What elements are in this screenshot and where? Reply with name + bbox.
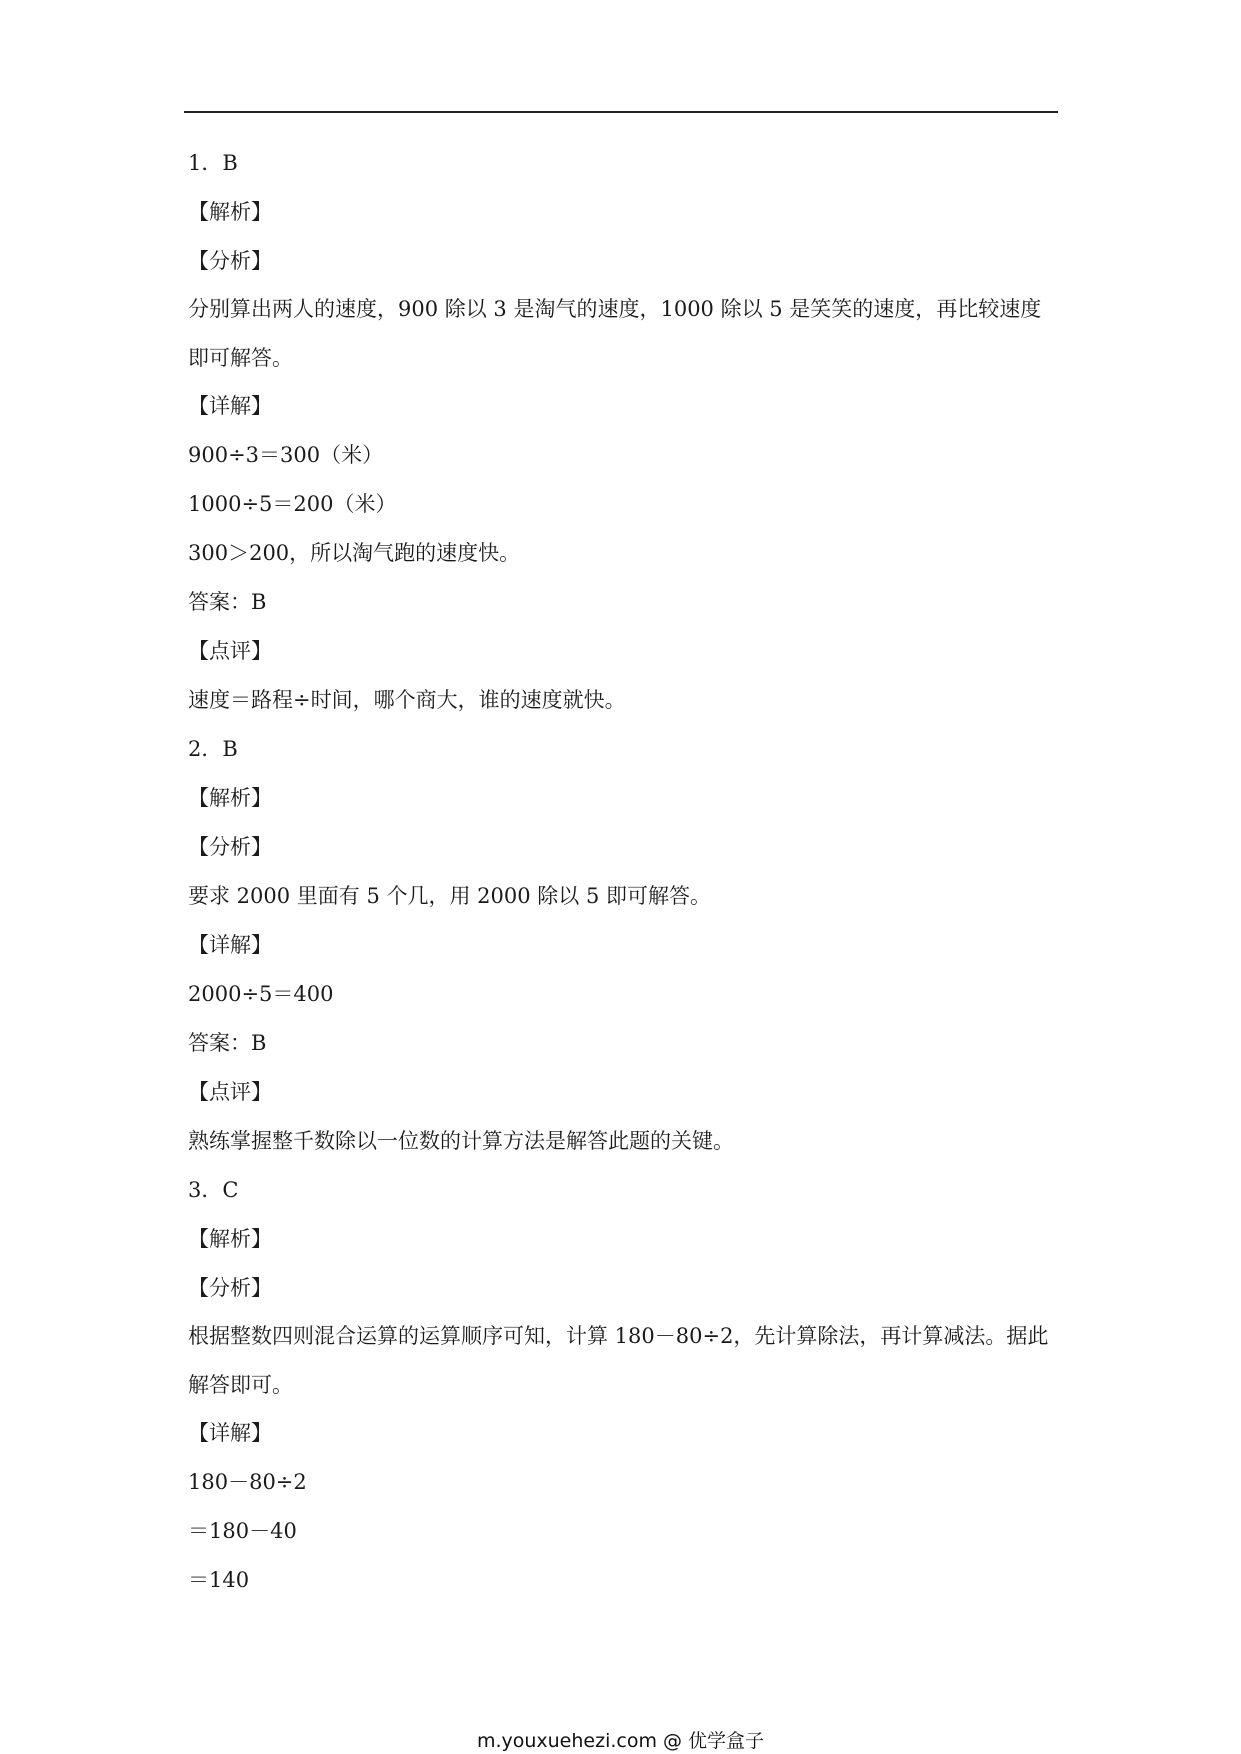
- section-label-fenxi: 【分析】: [188, 249, 272, 273]
- solution-step: 300＞200，所以淘气跑的速度快。: [188, 541, 521, 565]
- section-label-jiexi: 【解析】: [188, 200, 272, 224]
- answer-line: 2．B: [188, 737, 238, 761]
- section-label-xiangjie: 【详解】: [188, 1421, 272, 1445]
- analysis-text: 分别算出两人的速度，900 除以 3 是淘气的速度，1000 除以 5 是笑笑的速度，再比较速度即可解答。: [188, 297, 1042, 370]
- comment-text: 熟练掌握整千数除以一位数的计算方法是解答此题的关键。: [188, 1129, 734, 1153]
- section-label-fenxi: 【分析】: [188, 1276, 272, 1300]
- footer-watermark[interactable]: m.youxuehezi.com @ 优学盒子: [476, 1730, 765, 1752]
- analysis-text: 要求 2000 里面有 5 个几，用 2000 除以 5 即可解答。: [188, 884, 712, 908]
- section-label-xiangjie: 【详解】: [188, 933, 272, 957]
- solution-step: 1000÷5＝200（米）: [188, 492, 397, 516]
- section-label-jiexi: 【解析】: [188, 1227, 272, 1251]
- header-rule: [184, 111, 1058, 113]
- solution-step: ＝180－40: [188, 1519, 297, 1543]
- section-label-dianping: 【点评】: [188, 639, 272, 663]
- solution-step: 2000÷5＝400: [188, 982, 334, 1006]
- solution-step: 900÷3＝300（米）: [188, 443, 384, 467]
- solution-step: 180－80÷2: [188, 1470, 307, 1494]
- answer-content: [188, 150, 1058, 1616]
- section-label-xiangjie: 【详解】: [188, 394, 272, 418]
- answer-line: 1．B: [188, 151, 238, 175]
- answer-line: 3．C: [188, 1178, 239, 1202]
- section-label-fenxi: 【分析】: [188, 835, 272, 859]
- solution-step: ＝140: [188, 1568, 250, 1592]
- final-answer: 答案：B: [188, 1031, 267, 1055]
- section-label-dianping: 【点评】: [188, 1080, 272, 1104]
- section-label-jiexi: 【解析】: [188, 786, 272, 810]
- final-answer: 答案：B: [188, 590, 267, 614]
- comment-text: 速度＝路程÷时间，哪个商大，谁的速度就快。: [188, 688, 626, 712]
- analysis-text: 根据整数四则混合运算的运算顺序可知，计算 180－80÷2，先计算除法，再计算减法。据此解答即可。: [188, 1324, 1049, 1397]
